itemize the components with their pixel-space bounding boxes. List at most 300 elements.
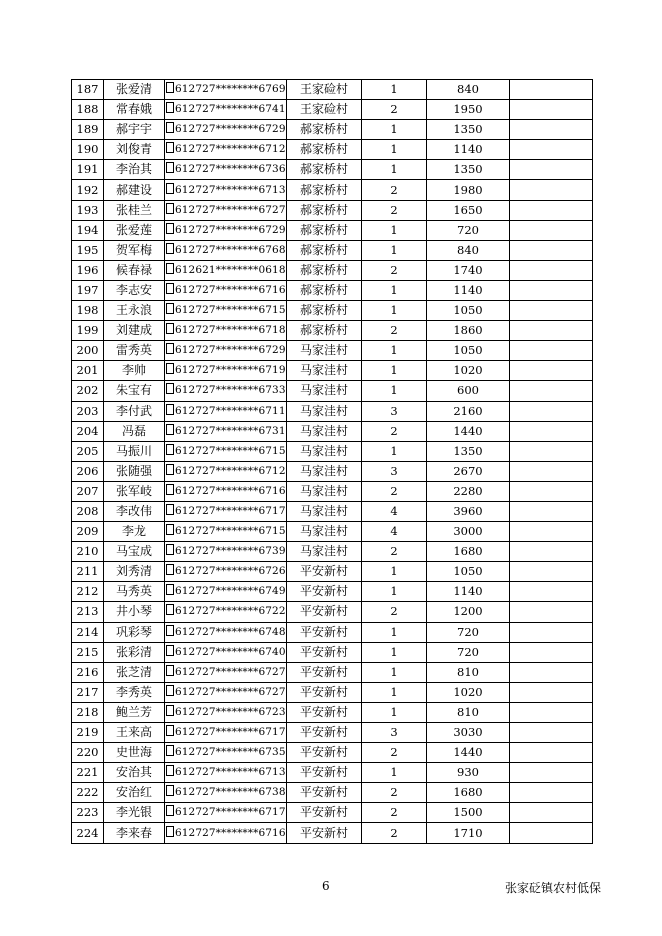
- name-cell: 李帅: [104, 361, 165, 381]
- amount-cell: 1680: [427, 783, 510, 803]
- missing-glyph-box-icon: [166, 504, 174, 515]
- missing-glyph-box-icon: [166, 705, 174, 716]
- amount-cell: 1440: [427, 743, 510, 763]
- village-cell: 郝家桥村: [287, 280, 362, 300]
- household-size-cell: 2: [362, 260, 427, 280]
- amount-cell: 1440: [427, 421, 510, 441]
- id-number-text: 612727********6768: [175, 243, 286, 256]
- row-number-cell: 207: [72, 481, 104, 501]
- id-number-text: 612727********6741: [175, 103, 286, 116]
- row-number-cell: 194: [72, 220, 104, 240]
- household-size-cell: 3: [362, 401, 427, 421]
- table-row: [72, 522, 593, 542]
- table-row: [72, 321, 593, 341]
- missing-glyph-box-icon: [166, 223, 174, 234]
- id-number-text: 612727********6729: [175, 344, 286, 357]
- row-number-cell: 219: [72, 723, 104, 743]
- id-number-text: 612727********6715: [175, 304, 286, 317]
- note-cell: [510, 421, 593, 441]
- amount-cell: 720: [427, 622, 510, 642]
- name-cell: 郝建设: [104, 180, 165, 200]
- name-cell: 李付武: [104, 401, 165, 421]
- table-row: [72, 743, 593, 763]
- name-cell: 李来春: [104, 823, 165, 843]
- note-cell: [510, 260, 593, 280]
- id-number-cell: [165, 763, 287, 783]
- missing-glyph-box-icon: [166, 323, 174, 334]
- name-cell: 郝宇宇: [104, 120, 165, 140]
- household-size-cell: 1: [362, 763, 427, 783]
- note-cell: [510, 100, 593, 120]
- village-cell: 平安新村: [287, 682, 362, 702]
- household-size-cell: 2: [362, 321, 427, 341]
- note-cell: [510, 642, 593, 662]
- note-cell: [510, 823, 593, 843]
- id-number-text: 612727********6729: [175, 123, 286, 136]
- id-number-text: 612727********6717: [175, 726, 286, 739]
- amount-cell: 1980: [427, 180, 510, 200]
- note-cell: [510, 723, 593, 743]
- household-size-cell: 1: [362, 642, 427, 662]
- table-row: [72, 501, 593, 521]
- id-number-cell: [165, 481, 287, 501]
- id-number-text: 612727********6740: [175, 645, 286, 658]
- missing-glyph-box-icon: [166, 785, 174, 796]
- village-cell: 平安新村: [287, 622, 362, 642]
- row-number-cell: 209: [72, 522, 104, 542]
- household-size-cell: 2: [362, 542, 427, 562]
- table-row: [72, 662, 593, 682]
- row-number-cell: 193: [72, 200, 104, 220]
- table-row: [72, 702, 593, 722]
- amount-cell: 1140: [427, 582, 510, 602]
- id-number-text: 612727********6711: [175, 404, 286, 417]
- row-number-cell: 195: [72, 240, 104, 260]
- amount-cell: 1860: [427, 321, 510, 341]
- id-number-text: 612727********6727: [175, 685, 286, 698]
- amount-cell: 840: [427, 240, 510, 260]
- id-number-cell: [165, 562, 287, 582]
- household-size-cell: 2: [362, 180, 427, 200]
- row-number-cell: 222: [72, 783, 104, 803]
- id-number-text: 612727********6722: [175, 605, 286, 618]
- name-cell: 李治其: [104, 160, 165, 180]
- note-cell: [510, 542, 593, 562]
- household-size-cell: 1: [362, 562, 427, 582]
- id-number-cell: [165, 803, 287, 823]
- missing-glyph-box-icon: [166, 383, 174, 394]
- name-cell: 张随强: [104, 461, 165, 481]
- name-cell: 安治其: [104, 763, 165, 783]
- row-number-cell: 192: [72, 180, 104, 200]
- id-number-text: 612727********6715: [175, 444, 286, 457]
- village-cell: 郝家桥村: [287, 180, 362, 200]
- row-number-cell: 215: [72, 642, 104, 662]
- id-number-cell: [165, 582, 287, 602]
- row-number-cell: 211: [72, 562, 104, 582]
- id-number-text: 612727********6731: [175, 424, 286, 437]
- missing-glyph-box-icon: [166, 685, 174, 696]
- row-number-cell: 214: [72, 622, 104, 642]
- table-row: [72, 401, 593, 421]
- note-cell: [510, 562, 593, 582]
- id-number-cell: [165, 200, 287, 220]
- village-cell: 郝家桥村: [287, 200, 362, 220]
- village-cell: 平安新村: [287, 662, 362, 682]
- row-number-cell: 216: [72, 662, 104, 682]
- id-number-text: 612727********6718: [175, 324, 286, 337]
- village-cell: 郝家桥村: [287, 220, 362, 240]
- id-number-text: 612727********6729: [175, 223, 286, 236]
- missing-glyph-box-icon: [166, 625, 174, 636]
- note-cell: [510, 321, 593, 341]
- household-size-cell: 1: [362, 280, 427, 300]
- name-cell: 马宝成: [104, 542, 165, 562]
- missing-glyph-box-icon: [166, 363, 174, 374]
- name-cell: 张爱莲: [104, 220, 165, 240]
- missing-glyph-box-icon: [166, 444, 174, 455]
- village-cell: 平安新村: [287, 823, 362, 843]
- amount-cell: 810: [427, 702, 510, 722]
- roster-table-container: [71, 79, 593, 844]
- note-cell: [510, 120, 593, 140]
- id-number-cell: [165, 180, 287, 200]
- village-cell: 郝家桥村: [287, 140, 362, 160]
- household-size-cell: 2: [362, 783, 427, 803]
- name-cell: 张彩清: [104, 642, 165, 662]
- village-cell: 郝家桥村: [287, 160, 362, 180]
- amount-cell: 1350: [427, 441, 510, 461]
- footer-title: 张家砭镇农村低保: [505, 881, 602, 895]
- table-row: [72, 542, 593, 562]
- village-cell: 郝家桥村: [287, 120, 362, 140]
- table-row: [72, 361, 593, 381]
- table-row: [72, 381, 593, 401]
- row-number-cell: 210: [72, 542, 104, 562]
- id-number-text: 612727********6717: [175, 806, 286, 819]
- note-cell: [510, 220, 593, 240]
- note-cell: [510, 622, 593, 642]
- missing-glyph-box-icon: [166, 243, 174, 254]
- village-cell: 郝家桥村: [287, 260, 362, 280]
- missing-glyph-box-icon: [166, 343, 174, 354]
- id-number-text: 612727********6733: [175, 384, 286, 397]
- note-cell: [510, 682, 593, 702]
- row-number-cell: 218: [72, 702, 104, 722]
- id-number-cell: [165, 441, 287, 461]
- table-row: [72, 280, 593, 300]
- row-number-cell: 206: [72, 461, 104, 481]
- row-number-cell: 191: [72, 160, 104, 180]
- village-cell: 马家洼村: [287, 441, 362, 461]
- name-cell: 贺军梅: [104, 240, 165, 260]
- missing-glyph-box-icon: [166, 484, 174, 495]
- table-row: [72, 160, 593, 180]
- missing-glyph-box-icon: [166, 645, 174, 656]
- table-row: [72, 823, 593, 843]
- amount-cell: 720: [427, 220, 510, 240]
- note-cell: [510, 702, 593, 722]
- row-number-cell: 217: [72, 682, 104, 702]
- missing-glyph-box-icon: [166, 283, 174, 294]
- row-number-cell: 223: [72, 803, 104, 823]
- row-number-cell: 199: [72, 321, 104, 341]
- id-number-text: 612727********6749: [175, 585, 286, 598]
- table-row: [72, 783, 593, 803]
- table-row: [72, 200, 593, 220]
- id-number-cell: [165, 301, 287, 321]
- table-row: [72, 602, 593, 622]
- roster-table-body: [72, 80, 593, 844]
- name-cell: 候春禄: [104, 260, 165, 280]
- table-row: [72, 441, 593, 461]
- note-cell: [510, 341, 593, 361]
- table-row: [72, 803, 593, 823]
- name-cell: 史世海: [104, 743, 165, 763]
- household-size-cell: 4: [362, 522, 427, 542]
- amount-cell: 1950: [427, 100, 510, 120]
- name-cell: 马秀英: [104, 582, 165, 602]
- table-row: [72, 240, 593, 260]
- name-cell: 雷秀英: [104, 341, 165, 361]
- row-number-cell: 212: [72, 582, 104, 602]
- household-size-cell: 1: [362, 220, 427, 240]
- id-number-text: 612727********6719: [175, 364, 286, 377]
- id-number-cell: [165, 160, 287, 180]
- village-cell: 平安新村: [287, 602, 362, 622]
- name-cell: 张桂兰: [104, 200, 165, 220]
- name-cell: 鲍兰芳: [104, 702, 165, 722]
- id-number-text: 612727********6727: [175, 203, 286, 216]
- id-number-cell: [165, 381, 287, 401]
- note-cell: [510, 301, 593, 321]
- missing-glyph-box-icon: [166, 805, 174, 816]
- id-number-text: 612727********6716: [175, 484, 286, 497]
- household-size-cell: 1: [362, 582, 427, 602]
- id-number-cell: [165, 723, 287, 743]
- id-number-cell: [165, 662, 287, 682]
- table-row: [72, 421, 593, 441]
- row-number-cell: 201: [72, 361, 104, 381]
- village-cell: 马家洼村: [287, 542, 362, 562]
- id-number-cell: [165, 220, 287, 240]
- missing-glyph-box-icon: [166, 725, 174, 736]
- row-number-cell: 190: [72, 140, 104, 160]
- table-row: [72, 100, 593, 120]
- note-cell: [510, 361, 593, 381]
- village-cell: 马家洼村: [287, 361, 362, 381]
- id-number-cell: [165, 522, 287, 542]
- note-cell: [510, 461, 593, 481]
- note-cell: [510, 280, 593, 300]
- name-cell: 巩彩琴: [104, 622, 165, 642]
- household-size-cell: 4: [362, 501, 427, 521]
- missing-glyph-box-icon: [166, 604, 174, 615]
- missing-glyph-box-icon: [166, 303, 174, 314]
- row-number-cell: 189: [72, 120, 104, 140]
- note-cell: [510, 80, 593, 100]
- amount-cell: 1140: [427, 280, 510, 300]
- household-size-cell: 1: [362, 622, 427, 642]
- table-row: [72, 642, 593, 662]
- village-cell: 马家洼村: [287, 421, 362, 441]
- name-cell: 王来高: [104, 723, 165, 743]
- row-number-cell: 221: [72, 763, 104, 783]
- household-size-cell: 1: [362, 341, 427, 361]
- id-number-cell: [165, 602, 287, 622]
- id-number-cell: [165, 702, 287, 722]
- id-number-text: 612727********6735: [175, 746, 286, 759]
- note-cell: [510, 140, 593, 160]
- household-size-cell: 1: [362, 381, 427, 401]
- name-cell: 张芝清: [104, 662, 165, 682]
- note-cell: [510, 180, 593, 200]
- village-cell: 平安新村: [287, 803, 362, 823]
- amount-cell: 1140: [427, 140, 510, 160]
- name-cell: 李光银: [104, 803, 165, 823]
- id-number-cell: [165, 823, 287, 843]
- id-number-cell: [165, 341, 287, 361]
- id-number-cell: [165, 120, 287, 140]
- village-cell: 王家硷村: [287, 100, 362, 120]
- table-row: [72, 481, 593, 501]
- amount-cell: 930: [427, 763, 510, 783]
- note-cell: [510, 522, 593, 542]
- name-cell: 刘俊青: [104, 140, 165, 160]
- table-row: [72, 301, 593, 321]
- id-number-text: 612727********6748: [175, 625, 286, 638]
- amount-cell: 1740: [427, 260, 510, 280]
- name-cell: 张军岐: [104, 481, 165, 501]
- note-cell: [510, 803, 593, 823]
- village-cell: 马家洼村: [287, 522, 362, 542]
- table-row: [72, 682, 593, 702]
- amount-cell: 3030: [427, 723, 510, 743]
- id-number-text: 612727********6712: [175, 464, 286, 477]
- household-size-cell: 1: [362, 140, 427, 160]
- missing-glyph-box-icon: [166, 404, 174, 415]
- amount-cell: 600: [427, 381, 510, 401]
- note-cell: [510, 401, 593, 421]
- id-number-text: 612727********6716: [175, 283, 286, 296]
- note-cell: [510, 582, 593, 602]
- table-row: [72, 622, 593, 642]
- name-cell: 马振川: [104, 441, 165, 461]
- household-size-cell: 2: [362, 743, 427, 763]
- village-cell: 马家洼村: [287, 481, 362, 501]
- household-size-cell: 3: [362, 723, 427, 743]
- id-number-text: 612727********6739: [175, 545, 286, 558]
- amount-cell: 1350: [427, 120, 510, 140]
- household-size-cell: 1: [362, 441, 427, 461]
- row-number-cell: 204: [72, 421, 104, 441]
- row-number-cell: 203: [72, 401, 104, 421]
- name-cell: 李龙: [104, 522, 165, 542]
- amount-cell: 1710: [427, 823, 510, 843]
- village-cell: 王家硷村: [287, 80, 362, 100]
- table-row: [72, 80, 593, 100]
- household-size-cell: 2: [362, 421, 427, 441]
- table-row: [72, 461, 593, 481]
- amount-cell: 2160: [427, 401, 510, 421]
- id-number-cell: [165, 642, 287, 662]
- id-number-cell: [165, 682, 287, 702]
- missing-glyph-box-icon: [166, 584, 174, 595]
- name-cell: 冯磊: [104, 421, 165, 441]
- row-number-cell: 202: [72, 381, 104, 401]
- table-row: [72, 723, 593, 743]
- row-number-cell: 188: [72, 100, 104, 120]
- id-number-cell: [165, 280, 287, 300]
- amount-cell: 1020: [427, 682, 510, 702]
- id-number-text: 612727********6736: [175, 163, 286, 176]
- amount-cell: 3000: [427, 522, 510, 542]
- note-cell: [510, 763, 593, 783]
- household-size-cell: 1: [362, 662, 427, 682]
- id-number-text: 612727********6769: [175, 83, 286, 96]
- id-number-cell: [165, 783, 287, 803]
- id-number-text: 612727********6726: [175, 565, 286, 578]
- row-number-cell: 187: [72, 80, 104, 100]
- household-size-cell: 1: [362, 240, 427, 260]
- household-size-cell: 2: [362, 803, 427, 823]
- roster-table: [71, 79, 593, 844]
- id-number-cell: [165, 421, 287, 441]
- amount-cell: 1500: [427, 803, 510, 823]
- id-number-cell: [165, 401, 287, 421]
- village-cell: 马家洼村: [287, 501, 362, 521]
- village-cell: 平安新村: [287, 743, 362, 763]
- household-size-cell: 1: [362, 361, 427, 381]
- note-cell: [510, 160, 593, 180]
- missing-glyph-box-icon: [166, 424, 174, 435]
- note-cell: [510, 743, 593, 763]
- id-number-text: 612727********6715: [175, 525, 286, 538]
- household-size-cell: 2: [362, 602, 427, 622]
- household-size-cell: 1: [362, 301, 427, 321]
- amount-cell: 720: [427, 642, 510, 662]
- name-cell: 李改伟: [104, 501, 165, 521]
- missing-glyph-box-icon: [166, 203, 174, 214]
- amount-cell: 1050: [427, 301, 510, 321]
- missing-glyph-box-icon: [166, 82, 174, 93]
- village-cell: 平安新村: [287, 582, 362, 602]
- name-cell: 常春娥: [104, 100, 165, 120]
- amount-cell: 1050: [427, 341, 510, 361]
- amount-cell: 1200: [427, 602, 510, 622]
- id-number-cell: [165, 501, 287, 521]
- id-number-text: 612727********6723: [175, 705, 286, 718]
- table-row: [72, 180, 593, 200]
- row-number-cell: 200: [72, 341, 104, 361]
- household-size-cell: 3: [362, 461, 427, 481]
- row-number-cell: 196: [72, 260, 104, 280]
- table-row: [72, 120, 593, 140]
- id-number-text: 612727********6717: [175, 505, 286, 518]
- table-row: [72, 582, 593, 602]
- household-size-cell: 2: [362, 200, 427, 220]
- note-cell: [510, 662, 593, 682]
- household-size-cell: 1: [362, 702, 427, 722]
- row-number-cell: 198: [72, 301, 104, 321]
- table-row: [72, 341, 593, 361]
- id-number-cell: [165, 542, 287, 562]
- row-number-cell: 205: [72, 441, 104, 461]
- amount-cell: 1650: [427, 200, 510, 220]
- id-number-text: 612727********6738: [175, 786, 286, 799]
- id-number-cell: [165, 260, 287, 280]
- table-row: [72, 260, 593, 280]
